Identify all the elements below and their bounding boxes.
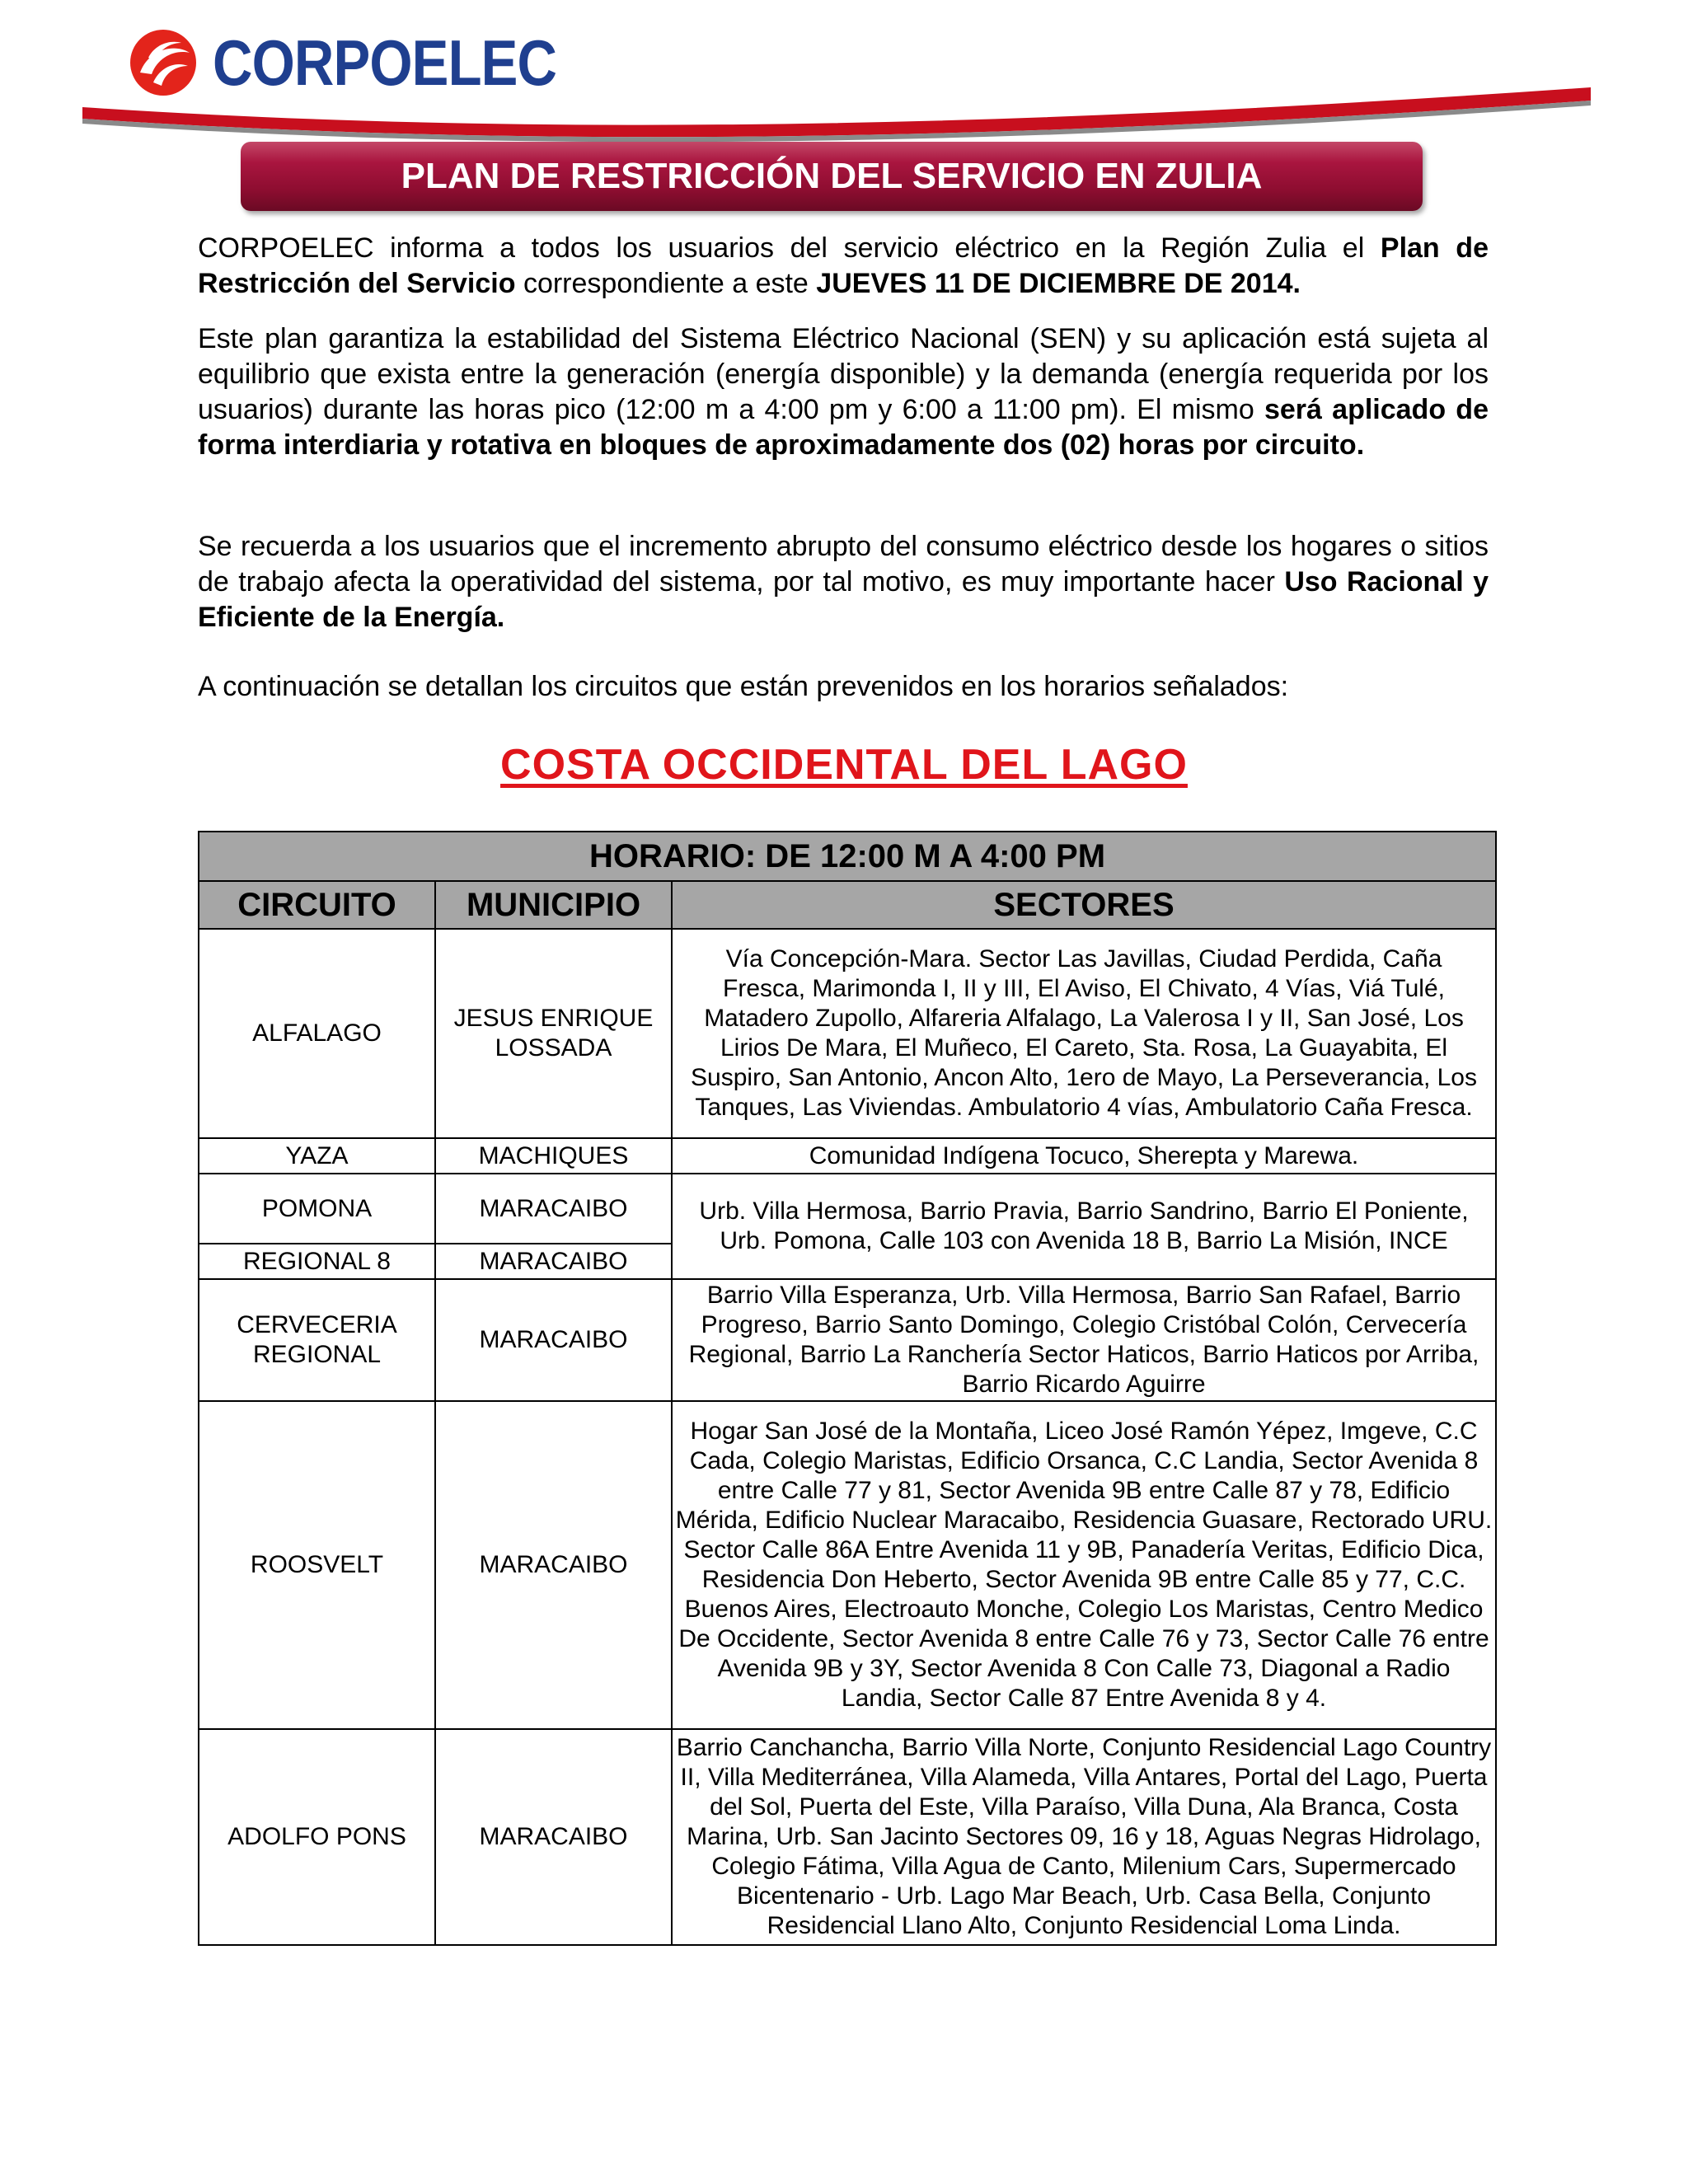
municipality-cell: MARACAIBO: [435, 1729, 672, 1945]
municipality-cell: JESUS ENRIQUE LOSSADA: [435, 929, 672, 1138]
intro-p2-text: Este plan garantiza la estabilidad del Sistema Eléctrico Nacional (SEN) y su aplicación está sujeta al equilibrio que exista entre la generación (energía disponible) y la demanda (energía requerida por los usuarios) durante las horas pico (12:00 m a 4:00 pm y 6:00 a 11:00 pm). El mismo: [198, 323, 1489, 425]
sectors-cell: Hogar San José de la Montaña, Liceo José Ramón Yépez, Imgeve, C.C Cada, Colegio Maristas, Edificio Orsanca, C.C Landia, Sector Avenida 8 entre Calle 77 y 81, Sector Avenida 9B entre Calle 87 y 78, Edificio Mérida, Edificio Nuclear Maracaibo, Residencia Guasare, Rectorado URU. Sector Calle 86A Entre Avenida 11 y 9B, Panadería Veritas, Edificio Dica, Residencia Don Heberto, Sector Avenida 9B entre Calle 85 y 77, C.C. Buenos Aires, Electroauto Monche, Colegio Los Maristas, Centro Medico De Occidente, Sector Avenida 8 entre Calle 76 y 73, Sector Calle 76 entre Avenida 9B y 3Y, Sector Avenida 8 Con Calle 73, Diagonal a Radio Landia, Sector Calle 87 Entre Avenida 8 y 4.: [672, 1401, 1496, 1729]
table-row: [199, 1279, 1496, 1401]
section-title: COSTA OCCIDENTAL DEL LAGO: [500, 741, 1188, 789]
sectors-cell: Vía Concepción-Mara. Sector Las Javillas, Ciudad Perdida, Caña Fresca, Marimonda I, II y III, El Aviso, El Chivato, 4 Vías, Viá Tulé, Matadero Zupollo, Alfareria Alfalago, La Valerosa I y II, San José, Los Lirios De Mara, El Muñeco, El Careto, Sta. Rosa, La Guayabita, El Suspiro, San Antonio, Ancon Alto, 1ero de Mayo, La Perseverancia, Los Tanques, Las Viviendas. Ambulatorio 4 vías, Ambulatorio Caña Fresca.: [672, 929, 1496, 1138]
table-row: [199, 1401, 1496, 1729]
table-row: [199, 1174, 1496, 1244]
sectors-cell: Barrio Villa Esperanza, Urb. Villa Hermosa, Barrio San Rafael, Barrio Progreso, Barrio Santo Domingo, Colegio Cristóbal Colón, Cervecería Regional, Barrio La Ranchería Sector Haticos, Barrio Haticos por Arriba, Barrio Ricardo Aguirre: [672, 1279, 1496, 1401]
circuit-cell: REGIONAL 8: [199, 1244, 435, 1279]
intro-paragraph-2: [198, 321, 1489, 463]
table-row: [199, 929, 1496, 1138]
municipality-cell: MARACAIBO: [435, 1174, 672, 1244]
circuit-cell: ROOSVELT: [199, 1401, 435, 1729]
circuit-cell: YAZA: [199, 1138, 435, 1174]
page-title: PLAN DE RESTRICCIÓN DEL SERVICIO EN ZULIA: [401, 156, 1263, 196]
page-title-banner: [241, 142, 1423, 211]
intro-p1-date: JUEVES 11 DE DICIEMBRE DE 2014.: [816, 268, 1301, 299]
municipality-cell: MARACAIBO: [435, 1279, 672, 1401]
circuit-cell: CERVECERIA REGIONAL: [199, 1279, 435, 1401]
column-header-municipality: MUNICIPIO: [435, 881, 672, 929]
column-header-circuit: CIRCUITO: [199, 881, 435, 929]
sectors-cell: Barrio Canchancha, Barrio Villa Norte, Conjunto Residencial Lago Country II, Villa Mediterránea, Villa Alameda, Villa Antares, Portal del Lago, Puerta del Sol, Puerta del Este, Villa Paraíso, Villa Duna, Ala Branca, Costa Marina, Urb. San Jacinto Sectores 09, 16 y 18, Aguas Negras Hidrolago, Colegio Fátima, Villa Agua de Canto, Milenium Cars, Supermercado Bicentenario - Urb. Lago Mar Beach, Urb. Casa Bella, Conjunto Residencial Llano Alto, Conjunto Residencial Loma Linda.: [672, 1729, 1496, 1945]
circuit-cell: POMONA: [199, 1174, 435, 1244]
intro-p1-plan: Plan de Restricción del Servicio: [198, 232, 1489, 299]
intro-p3-emphasis: Uso Racional y Eficiente de la Energía.: [198, 566, 1489, 633]
table-row: [199, 1138, 1496, 1174]
intro-p3-text: Se recuerda a los usuarios que el incremento abrupto del consumo eléctrico desde los hogares o sitios de trabajo afecta la operatividad del sistema, por tal motivo, es muy importante hacer: [198, 531, 1489, 598]
intro-paragraph-4: A continuación se detallan los circuitos que están prevenidos en los horarios señalados:: [198, 671, 1289, 702]
schedule-time: HORARIO: DE 12:00 M A 4:00 PM: [199, 832, 1496, 881]
restriction-schedule-table: [198, 831, 1497, 1946]
brand-name: CORPOELEC: [213, 26, 557, 99]
table-row: [199, 1729, 1496, 1945]
circuit-cell: ADOLFO PONS: [199, 1729, 435, 1945]
intro-paragraph-1: [198, 231, 1489, 302]
intro-p1-text-2: correspondiente a este: [515, 268, 817, 299]
column-header-row: [199, 881, 1496, 929]
sectors-cell: Urb. Villa Hermosa, Barrio Pravia, Barrio Sandrino, Barrio El Poniente, Urb. Pomona, Calle 103 con Avenida 18 B, Barrio La Misión, INCE: [672, 1174, 1496, 1279]
sectors-cell: Comunidad Indígena Tocuco, Sherepta y Marewa.: [672, 1138, 1496, 1174]
schedule-header-row: [199, 832, 1496, 881]
municipality-cell: MACHIQUES: [435, 1138, 672, 1174]
intro-paragraph-3: [198, 529, 1489, 635]
municipality-cell: MARACAIBO: [435, 1244, 672, 1279]
municipality-cell: MARACAIBO: [435, 1401, 672, 1729]
intro-p2-emphasis: será aplicado de forma interdiaria y rotativa en bloques de aproximadamente dos (02) horas por circuito.: [198, 394, 1489, 461]
circuit-cell: ALFALAGO: [199, 929, 435, 1138]
column-header-sectors: SECTORES: [672, 881, 1496, 929]
intro-p1-text: CORPOELEC informa a todos los usuarios del servicio eléctrico en la Región Zulia el: [198, 232, 1381, 264]
